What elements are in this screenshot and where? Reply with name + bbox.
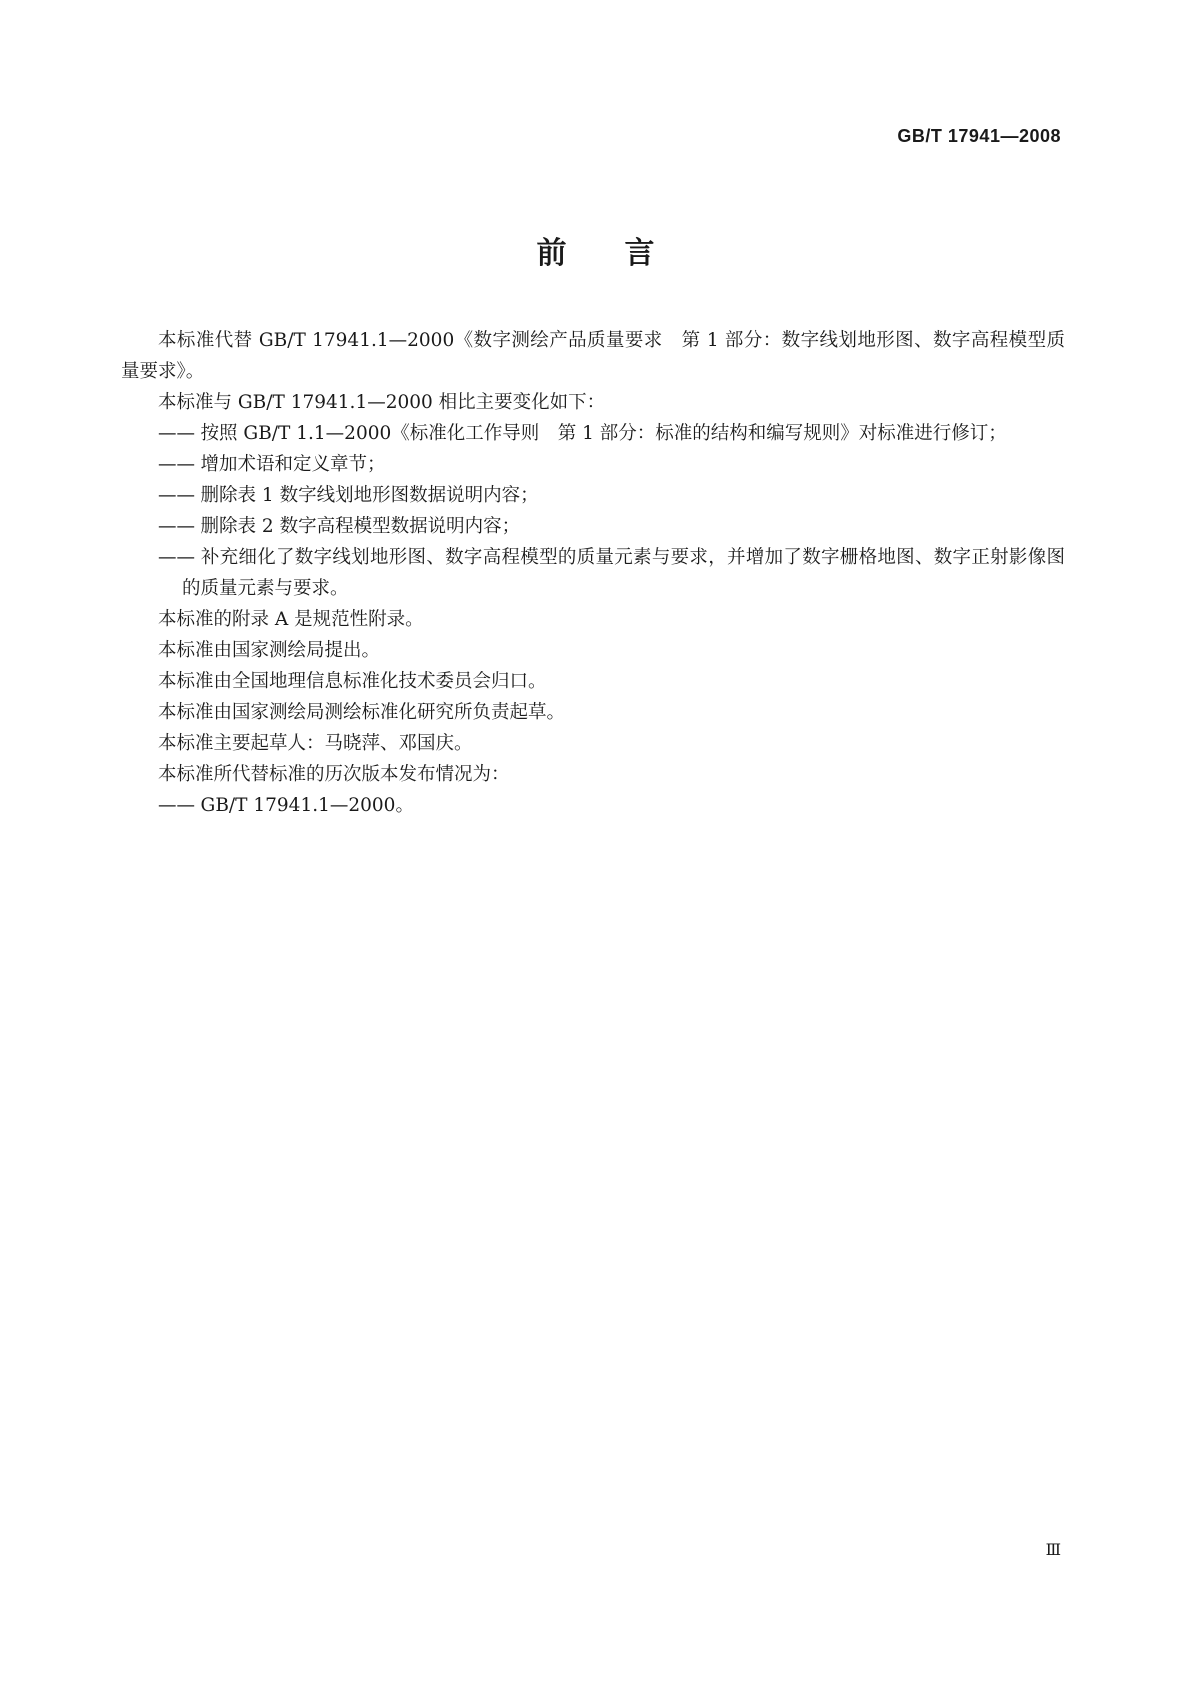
paragraph: 本标准由全国地理信息标准化技术委员会归口。 xyxy=(158,671,547,692)
foreword-body xyxy=(121,325,1065,821)
paragraph: 本标准的附录 A 是规范性附录。 xyxy=(158,609,424,630)
paragraph: 本标准所代替标准的历次版本发布情况为： xyxy=(158,764,510,785)
list-item xyxy=(121,790,1065,821)
list-dash: —— xyxy=(158,516,195,537)
paragraph: 本标准主要起草人：马晓萍、邓国庆。 xyxy=(158,733,473,754)
list-dash: —— xyxy=(158,454,195,475)
paragraph: 本标准由国家测绘局提出。 xyxy=(158,640,381,661)
paragraph: 本标准代替 GB/T 17941.1—2000《数字测绘产品质量要求 第 1 部分：数字线划地形图、数字高程模型质量要求》。 xyxy=(121,330,1065,382)
list-item-text: GB/T 17941.1—2000。 xyxy=(200,795,414,816)
list-item xyxy=(121,511,1065,542)
list-dash: —— xyxy=(158,795,195,816)
list-item-text: 按照 GB/T 1.1—2000《标准化工作导则 第 1 部分：标准的结构和编写规则》对标准进行修订； xyxy=(200,423,1007,444)
list-dash: —— xyxy=(158,485,195,506)
page-title: 前言 xyxy=(536,236,713,271)
standard-number: GB/T 17941—2008 xyxy=(897,126,1061,146)
list-dash: —— xyxy=(158,423,195,444)
list-dash: —— xyxy=(158,547,195,568)
list-item-text: 删除表 2 数字高程模型数据说明内容； xyxy=(200,516,521,537)
list-item xyxy=(121,418,1065,449)
list-item xyxy=(121,542,1065,604)
list-item xyxy=(121,480,1065,511)
paragraph: 本标准由国家测绘局测绘标准化研究所负责起草。 xyxy=(158,702,566,723)
list-item-text: 增加术语和定义章节； xyxy=(200,454,386,475)
page-number: Ⅲ xyxy=(1045,1540,1061,1559)
list-item xyxy=(121,449,1065,480)
paragraph: 本标准与 GB/T 17941.1—2000 相比主要变化如下： xyxy=(158,392,606,413)
list-item-text: 补充细化了数字线划地形图、数字高程模型的质量元素与要求，并增加了数字栅格地图、数字正射影像图的质量元素与要求。 xyxy=(182,547,1065,599)
list-item-text: 删除表 1 数字线划地形图数据说明内容； xyxy=(200,485,539,506)
